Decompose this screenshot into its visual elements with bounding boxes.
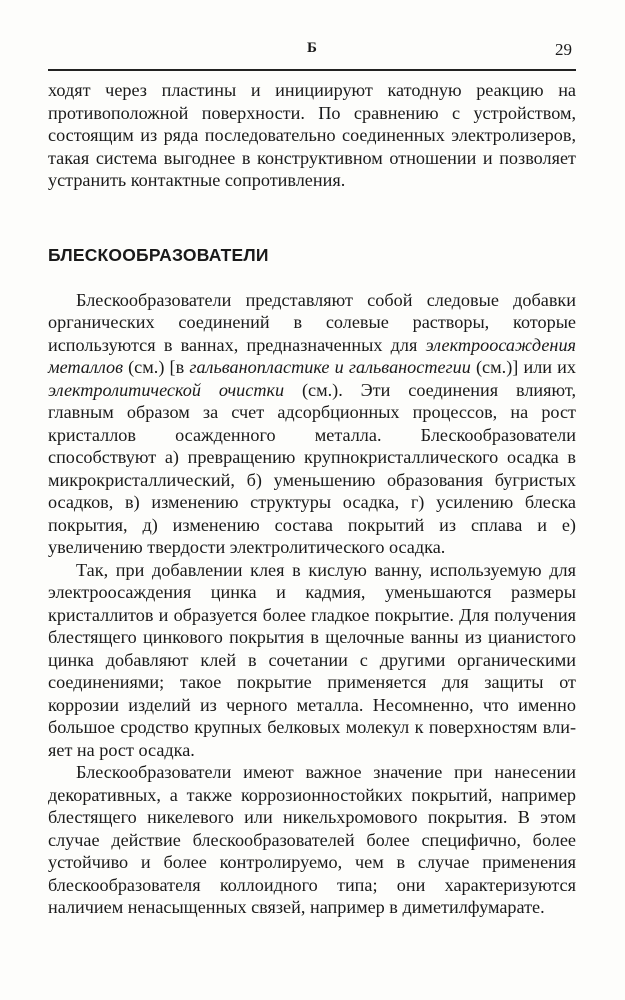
paragraph-1-text-2: (см.) [в <box>122 357 190 377</box>
cross-reference-electrodeposition: электроосаждения металлов <box>48 334 576 377</box>
section-heading: БЛЕСКООБРАЗОВАТЕЛИ <box>48 244 269 265</box>
cross-reference-galvanoplasty: гальванопластике и гальваностегии <box>189 357 471 377</box>
intro-paragraph: ходят через пластины и инициируют катодную реакцию на противоположной поверхности. По сравнению с устройством, состоящим из ряда последовательно соединенных электролизеров, такая система выгоднее в конструктивном отношении и позволяет устранить контактные сопротивления. <box>48 80 576 190</box>
paragraph-1-text-1: Блескообразователи представляют собой следовые добавки органических соединений в солевые растворы, которые используются в ваннах, предназначенных для <box>48 289 576 355</box>
page-number: 29 <box>555 40 572 59</box>
page-header <box>48 40 576 70</box>
cross-reference-electrolytic-refining: электролитической очистки <box>48 379 285 400</box>
paragraph-3: Блескообразователи имеют важное значение при нанесении декоративных, а также коррозионностойких покрытий, например блестящего никелевого или никельхромового покрытия. В этом случае действие блескообразователей более специфично, более устойчиво и более контролируемо, чем в случае применения блескообразователя коллоидного типа; они характеризуются наличием ненасыщенных связей, например в диметилфумарате. <box>48 762 576 917</box>
header-rule <box>48 69 576 71</box>
paragraph-1 <box>48 289 576 559</box>
paragraph-2: Так, при добавлении клея в кислую ванну, используемую для электроосаждения цинка и кадмия, уменьшаются размеры кристаллитов и образуется более гладкое покрытие. Для получения блестящего цинкового покрытия в щелочные ванны из цианистого цинка добавляют клей в сочетании с другими органическими соединениями; такое покрытие применяется для защиты от коррозии изделий из черного металла. Несомненно, что именно большое сродство крупных белковых молекул к поверхностям влияет на рост осадка. <box>48 559 576 760</box>
paragraph-1-text-4: (см.). Эти соединения влияют, главным образом за счет адсорбционных процессов, на рост кристаллов осажденного металла. Блескообразователи способствуют а) превращению крупнокристаллического осадка в микрокристаллический, б) уменьшению образования бугристых осадков, в) изменению структуры осадка, г) усилению блеска покрытия, д) изменению состава покрытий из сплава и е) увеличению твердости электролитического осадка. <box>48 379 576 557</box>
paragraph-1-text-3: (см.)] или их <box>470 357 576 377</box>
running-head: Б <box>307 40 317 56</box>
page-body <box>48 79 576 919</box>
